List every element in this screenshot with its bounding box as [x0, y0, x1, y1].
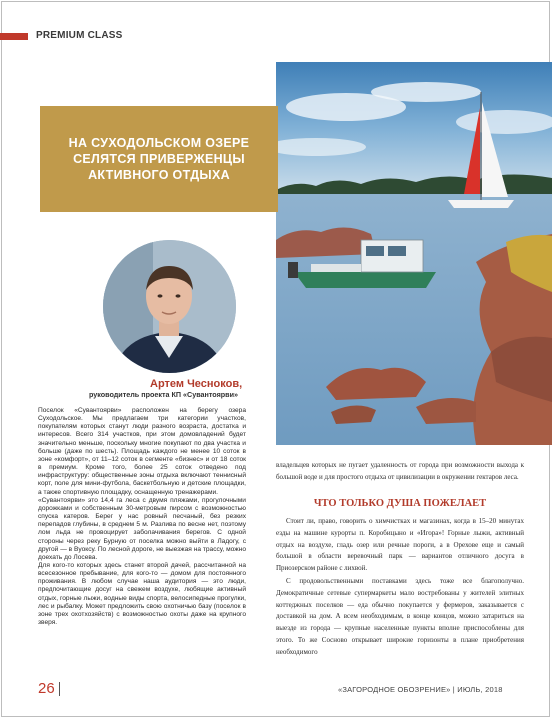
right-column-lead-text: владельцев которых не пугает удаленность от города при возможности выхода к большой воде и для простого отдыха от цивилизации в окружении гектаров леса.: [276, 461, 524, 481]
section-label: PREMIUM CLASS: [36, 30, 123, 41]
lake-photo: [276, 62, 552, 445]
right-column-text: [276, 516, 524, 660]
page-number: 26: [38, 680, 55, 697]
headline-box: [40, 106, 278, 212]
headline: НА СУХОДОЛЬСКОМ ОЗЕРЕ СЕЛЯТСЯ ПРИВЕРЖЕНЦЫ АКТИВНОГО ОТДЫХА: [68, 136, 250, 182]
paragraph: «Сувантоярви» это 14,4 га леса с двумя пляжами, прогулочными дорожками и собственным 30-метровым пирсом с возможностью спуска катеров. Берег у нас ровный песчаный, без резких перепадов глубины, в среднем 5 м. Разлива по весне нет, поэтому лом льда не провоцирует заболачивания берегов. С одной стороны через реку Бурную от поселка можно выйти в Ладогу, с другой — в Вуоксу. По лесной дороге, не выезжая на трассу, можно доехать до Лосева.: [38, 496, 246, 561]
caption-role: руководитель проекта КП «Сувантоярви»: [88, 390, 238, 399]
section-subheading: ЧТО ТОЛЬКО ДУША ПОЖЕЛАЕТ: [313, 498, 487, 509]
paragraph: Стоит ли, право, говорить о химчистках и магазинах, когда в 15–20 минутах езды на машине курорты п. Коробицыно и «Игора»! Горные лыжи, активный отдых на воздухе, гладь озер или речные пороги, а в Орехове еще и самый большой в области веревочный парк — вариантов отличного досуга в Приозерском районе с лихвой.: [276, 517, 524, 573]
section-accent-bar: [0, 33, 28, 40]
publication-footer: «ЗАГОРОДНОЕ ОБОЗРЕНИЕ» | ИЮЛЬ, 2018: [338, 685, 503, 694]
paragraph: Поселок «Сувантоярви» расположен на берегу озера Суходольское. Мы предлагаем три категории участков, покупателям которых станут люди разного возраста, достатка и интересов. Всего 314 участков, при этом домовладений будет значительно меньше, поскольку многие покупают по два участка и больше (даже по шесть). Площадь каждого не менее 10 соток в зоне «комфорт», от 11–12 соток в сегменте «бизнес» и от 18 соток в премиум. Кроме того, более 25 соток отведено под инфраструктуру: общественные зоны отдыха включают теннисный корт, поле для мини-футбола, баскетбольную и детские площадки, а также спортивную площадку, оснащенную тренажерами.: [38, 407, 246, 496]
caption-name: Артем Чесноков,: [150, 378, 243, 390]
page-number-divider: [59, 682, 60, 696]
portrait-photo: [103, 240, 236, 373]
paragraph: Для кого-то которых здесь станет второй дачей, рассчитанной на всесезонное пребывание, для кого-то — домом для постоянного проживания. В любом случае наша аудитория — это люди, предпочитающие досуг на свежем воздухе, любящие активный отдых, горные лыжи, водные виды спорта, велосипедные прогулки, лес и рыбалку. Может предложить свою охотничью базу (поселок в зоне трех охотхозяйств) с возможностью охоты даже на крупного зверя.: [38, 561, 246, 627]
paragraph: С продовольственными поставками здесь тоже все благополучно. Демократичные сетевые супермаркеты мало востребованы у жителей элитных коттеджных поселков — еда обычно покупается у фермеров, заказывается с доставкой на дом. А всем необходимым, в конце концов, можно затариться на выезде из города — крупные населенные пункты вполне приспособлены для этого. То же Сосново открывает широкие горизонты в плане приобретения необходимого: [276, 576, 524, 656]
left-column-text: [38, 407, 246, 627]
